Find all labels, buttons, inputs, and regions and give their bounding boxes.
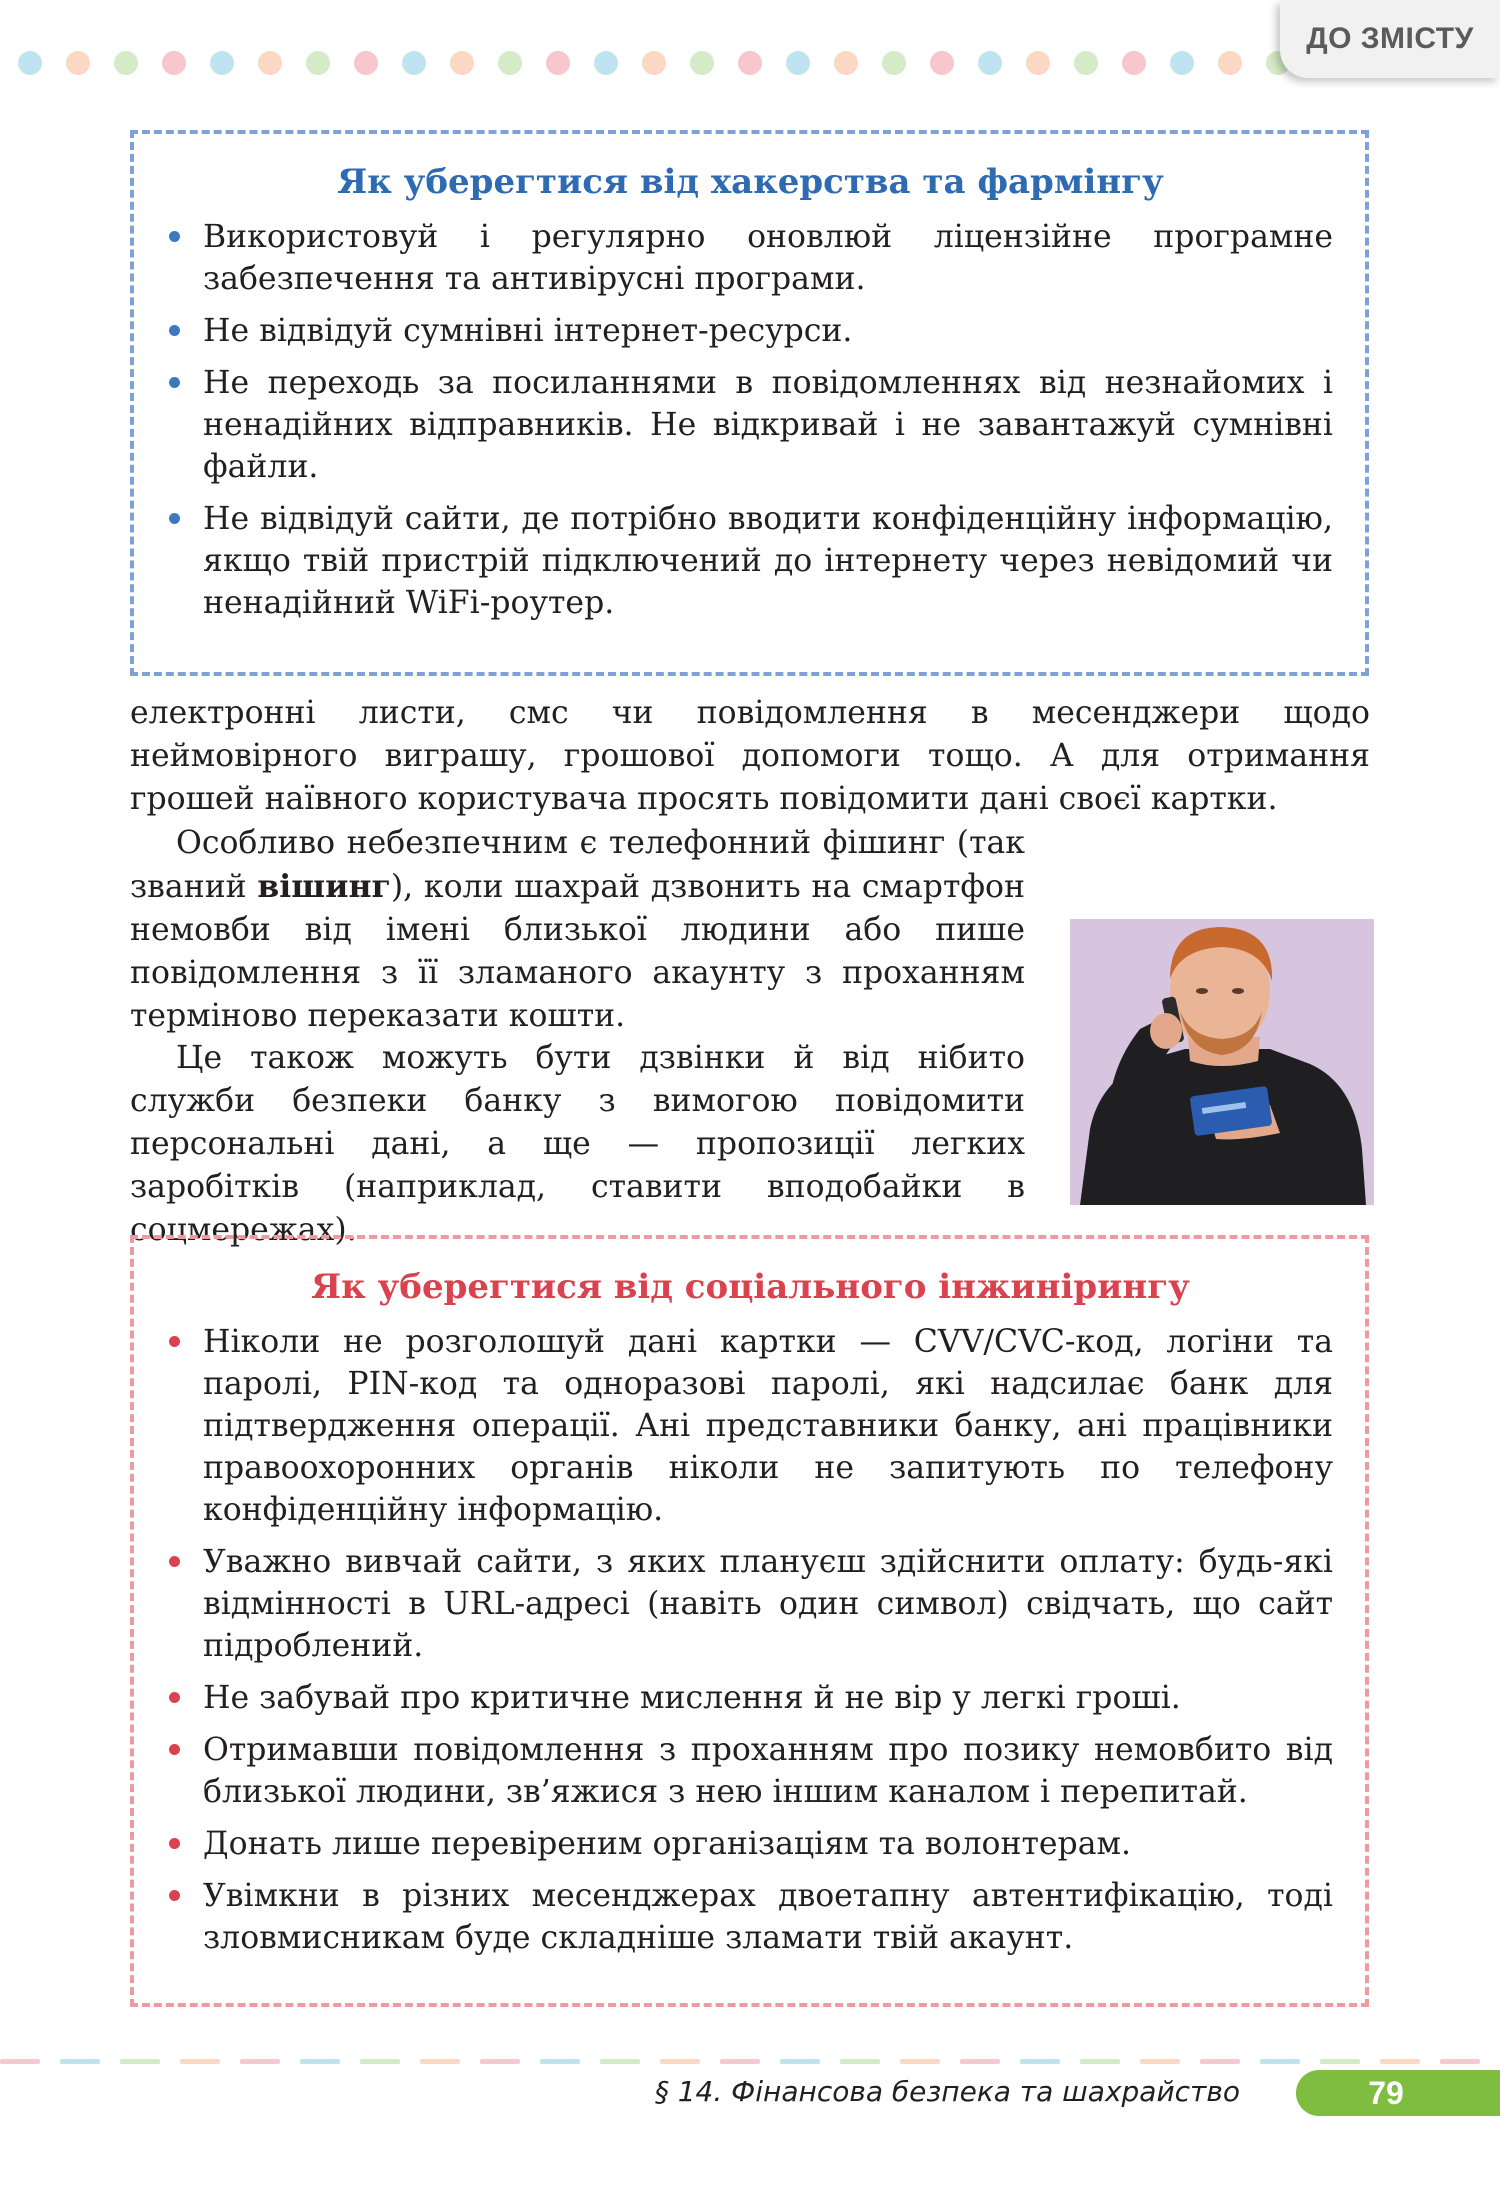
decor-dash	[840, 2059, 880, 2064]
decor-dot	[882, 51, 906, 75]
decor-dot	[18, 51, 42, 75]
decor-dot	[978, 51, 1002, 75]
decor-dash	[1140, 2059, 1180, 2064]
decor-dot	[354, 51, 378, 75]
bullet-icon	[169, 1890, 180, 1901]
man-on-phone-with-card-illustration	[1070, 919, 1374, 1205]
bullet-icon	[169, 1692, 180, 1703]
decor-dash	[540, 2059, 580, 2064]
decor-dash	[180, 2059, 220, 2064]
decor-dot	[594, 51, 618, 75]
hacking-tips-list	[168, 216, 1333, 624]
footer-section-title: § 14. Фінансова безпека та шахрайство	[654, 2075, 1240, 2108]
decor-dash	[1380, 2059, 1420, 2064]
decor-dash	[360, 2059, 400, 2064]
list-item: Ніколи не розголошуй дані картки — CVV/CVC-код, логіни та паролі, PIN-код та одноразові паролі, які надсилає банк для підтвердження операції. Ані представники банку, ані працівники правоохоронних органів ніколи не запитують по телефону конфіденційну інформацію.	[168, 1321, 1333, 1531]
decor-dot	[1218, 51, 1242, 75]
decor-dash	[600, 2059, 640, 2064]
decor-dash	[120, 2059, 160, 2064]
decor-dot	[450, 51, 474, 75]
list-item: Не відвідуй сумнівні інтернет-ресурси.	[168, 310, 1333, 352]
decor-dot	[210, 51, 234, 75]
decor-dot	[690, 51, 714, 75]
bullet-icon	[169, 377, 180, 388]
list-item: Не забувай про критичне мислення й не вір у легкі гроші.	[168, 1677, 1333, 1719]
social-engineering-protection-box	[130, 1235, 1369, 2007]
table-of-contents-button[interactable]: ДО ЗМІСТУ	[1280, 0, 1500, 78]
decor-dot	[114, 51, 138, 75]
decor-dash	[960, 2059, 1000, 2064]
decor-dash	[1320, 2059, 1360, 2064]
social-tips-list	[168, 1321, 1333, 1959]
decor-dash	[660, 2059, 700, 2064]
decor-dash	[780, 2059, 820, 2064]
decor-dot	[402, 51, 426, 75]
decor-dash	[1020, 2059, 1060, 2064]
decor-dash	[1440, 2059, 1480, 2064]
social-box-title: Як уберегтися від соціального інжинірингу	[311, 1267, 1190, 1307]
page-number: 79	[1296, 2070, 1500, 2116]
list-item: Використовуй і регулярно оновлюй ліцензійне програмне забезпечення та антивірусні програми.	[168, 216, 1333, 300]
body-paragraph-2: Особливо небезпечним є телефонний фішинг (так званий вішинг), коли шахрай дзвонить на смартфон немовби від імені близької людини або пише повідомлення з її зламаного акаунту з проханням терміново переказати кошти.	[130, 825, 1025, 1034]
decor-dash	[1080, 2059, 1120, 2064]
bullet-icon	[169, 325, 180, 336]
vishing-term: вішинг	[257, 868, 391, 905]
decor-dot	[258, 51, 282, 75]
decor-dot	[786, 51, 810, 75]
top-dot-decoration	[18, 51, 1288, 75]
footer-dash-decoration	[0, 2059, 1500, 2064]
hacking-protection-box	[130, 130, 1369, 676]
decor-dot	[1122, 51, 1146, 75]
bullet-icon	[169, 1744, 180, 1755]
decor-dash	[0, 2059, 40, 2064]
list-item: Увімкни в різних месенджерах двоетапну автентифікацію, тоді зловмисникам буде складніше зламати твій акаунт.	[168, 1875, 1333, 1959]
decor-dot	[930, 51, 954, 75]
bullet-icon	[169, 1336, 180, 1347]
bullet-icon	[169, 1556, 180, 1567]
decor-dot	[306, 51, 330, 75]
decor-dash	[720, 2059, 760, 2064]
decor-dot	[66, 51, 90, 75]
decor-dot	[738, 51, 762, 75]
decor-dash	[480, 2059, 520, 2064]
decor-dot	[1026, 51, 1050, 75]
decor-dash	[420, 2059, 460, 2064]
list-item: Не відвідуй сайти, де потрібно вводити конфіденційну інформацію, якщо твій пристрій підключений до інтернету через невідомий чи ненадійний WiFi-роутер.	[168, 498, 1333, 624]
list-item: Донать лише перевіреним організаціям та волонтерам.	[168, 1823, 1333, 1865]
body-paragraph-3: Це також можуть бути дзвінки й від нібито служби безпеки банку з вимогою повідомити персональні дані, а ще — пропозиції легких заробітків (наприклад, ставити вподобайки в соцмережах).	[130, 1040, 1025, 1248]
body-paragraph-1: електронні листи, смс чи повідомлення в месенджери щодо неймовірного виграшу, грошової допомоги тощо. А для отримання грошей наївного користувача просять повідомити дані своєї картки.	[130, 695, 1370, 817]
decor-dash	[900, 2059, 940, 2064]
decor-dot	[642, 51, 666, 75]
bullet-icon	[169, 513, 180, 524]
decor-dot	[162, 51, 186, 75]
decor-dot	[498, 51, 522, 75]
list-item: Уважно вивчай сайти, з яких плануєш здійснити оплату: будь-які відмінності в URL-адресі (навіть один символ) свідчать, що сайт підроблений.	[168, 1541, 1333, 1667]
decor-dot	[834, 51, 858, 75]
hacking-box-title: Як уберегтися від хакерства та фармінгу	[337, 162, 1164, 202]
bullet-icon	[169, 1838, 180, 1849]
decor-dash	[60, 2059, 100, 2064]
decor-dash	[300, 2059, 340, 2064]
decor-dot	[1170, 51, 1194, 75]
decor-dot	[546, 51, 570, 75]
decor-dash	[1200, 2059, 1240, 2064]
decor-dash	[240, 2059, 280, 2064]
decor-dash	[1260, 2059, 1300, 2064]
list-item: Не переходь за посиланнями в повідомленнях від незнайомих і ненадійних відправників. Не відкривай і не завантажуй сумнівні файли.	[168, 362, 1333, 488]
list-item: Отримавши повідомлення з проханням про позику немовбито від близької людини, зв’яжися з нею іншим каналом і перепитай.	[168, 1729, 1333, 1813]
decor-dot	[1074, 51, 1098, 75]
bullet-icon	[169, 231, 180, 242]
